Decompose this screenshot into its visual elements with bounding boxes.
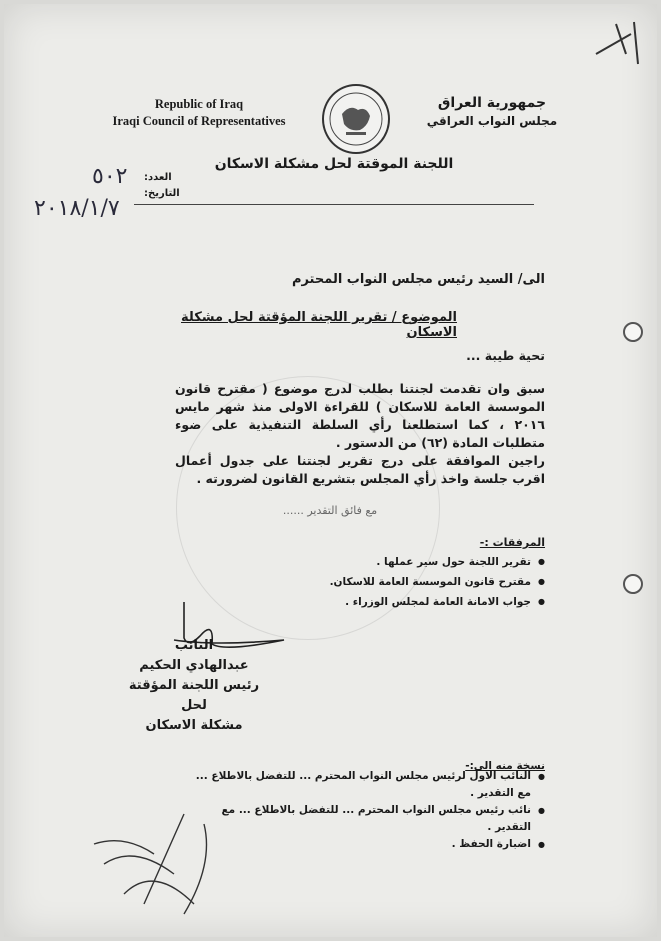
header-divider — [134, 204, 534, 205]
date-label: التاريخ: — [144, 188, 180, 199]
copy-item: ● اضبارة الحفظ . — [185, 836, 545, 853]
copy-item: ● نائب رئيس مجلس النواب المحترم ... للتفضل بالاطلاع ... مع التقدير . — [185, 802, 545, 836]
body-paragraph-1: سبق وان تقدمت لجنتنا بطلب لدرج موضوع ( مقترح قانون الموسسة العامة للاسكان ) للقراءة الاولى منذ شهر مايس ٢٠١٦ ، كما استطلعنا رأي السلطة التنفيذية على ضوء متطلبات المادة (٦٢) من الدستور . — [175, 381, 545, 450]
signature-title-2: مشكلة الاسكان — [145, 718, 243, 733]
letter-page — [4, 4, 657, 937]
closing-line: مع فائق التقدير ...... — [282, 504, 378, 517]
handwritten-annotation — [84, 804, 224, 924]
body-paragraph-2: راجين الموافقة على درج تقرير لجنتنا على جدول أعمال اقرب جلسة واخذ رأي المجلس بتشريع القانون لضرورته . — [175, 453, 545, 486]
attachment-item: ● مقترح قانون الموسسة العامة للاسكان. — [295, 572, 545, 592]
signature-title-1: رئيس اللجنة المؤقتة لحل — [128, 678, 260, 713]
addressee: الى/ السيد رئيس مجلس النواب المحترم — [291, 272, 545, 287]
signature-block — [124, 636, 264, 736]
committee-name: اللجنة الموقتة لحل مشكلة الاسكان — [214, 156, 454, 172]
attachment-item: ● تقرير اللجنة حول سير عملها . — [295, 552, 545, 572]
header-republic-en: Republic of Iraq — [154, 97, 244, 111]
number-value: ٥٠٢ — [92, 164, 128, 189]
subject-line: الموضوع / تقرير اللجنة المؤقتة لحل مشكلة الاسكان — [181, 310, 457, 340]
copies-list — [185, 768, 545, 853]
date-value: ٢٠١٨/١/٧ — [34, 196, 120, 221]
parliament-logo — [322, 84, 390, 154]
attachments-list — [295, 552, 545, 612]
header-council-en: Iraqi Council of Representatives — [112, 114, 286, 128]
emblem-icon — [324, 86, 388, 152]
signature-role: النائب — [174, 638, 214, 653]
punch-hole-top — [623, 322, 643, 342]
greeting: تحية طيبة ... — [466, 348, 545, 363]
attachments-title: المرفقات :- — [479, 536, 545, 549]
punch-hole-bottom — [623, 574, 643, 594]
copy-item: ● النائب الاول لرئيس مجلس النواب المحترم ... للتفضل بالاطلاع ... مع التقدير . — [185, 768, 545, 802]
signature-name: عبدالهادي الحكيم — [139, 658, 249, 673]
attachment-item: ● جواب الامانة العامة لمجلس الوزراء . — [295, 592, 545, 612]
header-english — [104, 96, 294, 130]
copies-title: نسخة منه الى:- — [465, 760, 545, 772]
header-arabic — [407, 94, 577, 130]
header-council-ar: مجلس النواب العراقي — [426, 114, 558, 128]
number-label: العدد: — [144, 172, 172, 183]
handwritten-mark — [586, 14, 646, 74]
header-republic-ar: جمهورية العراق — [437, 95, 547, 111]
